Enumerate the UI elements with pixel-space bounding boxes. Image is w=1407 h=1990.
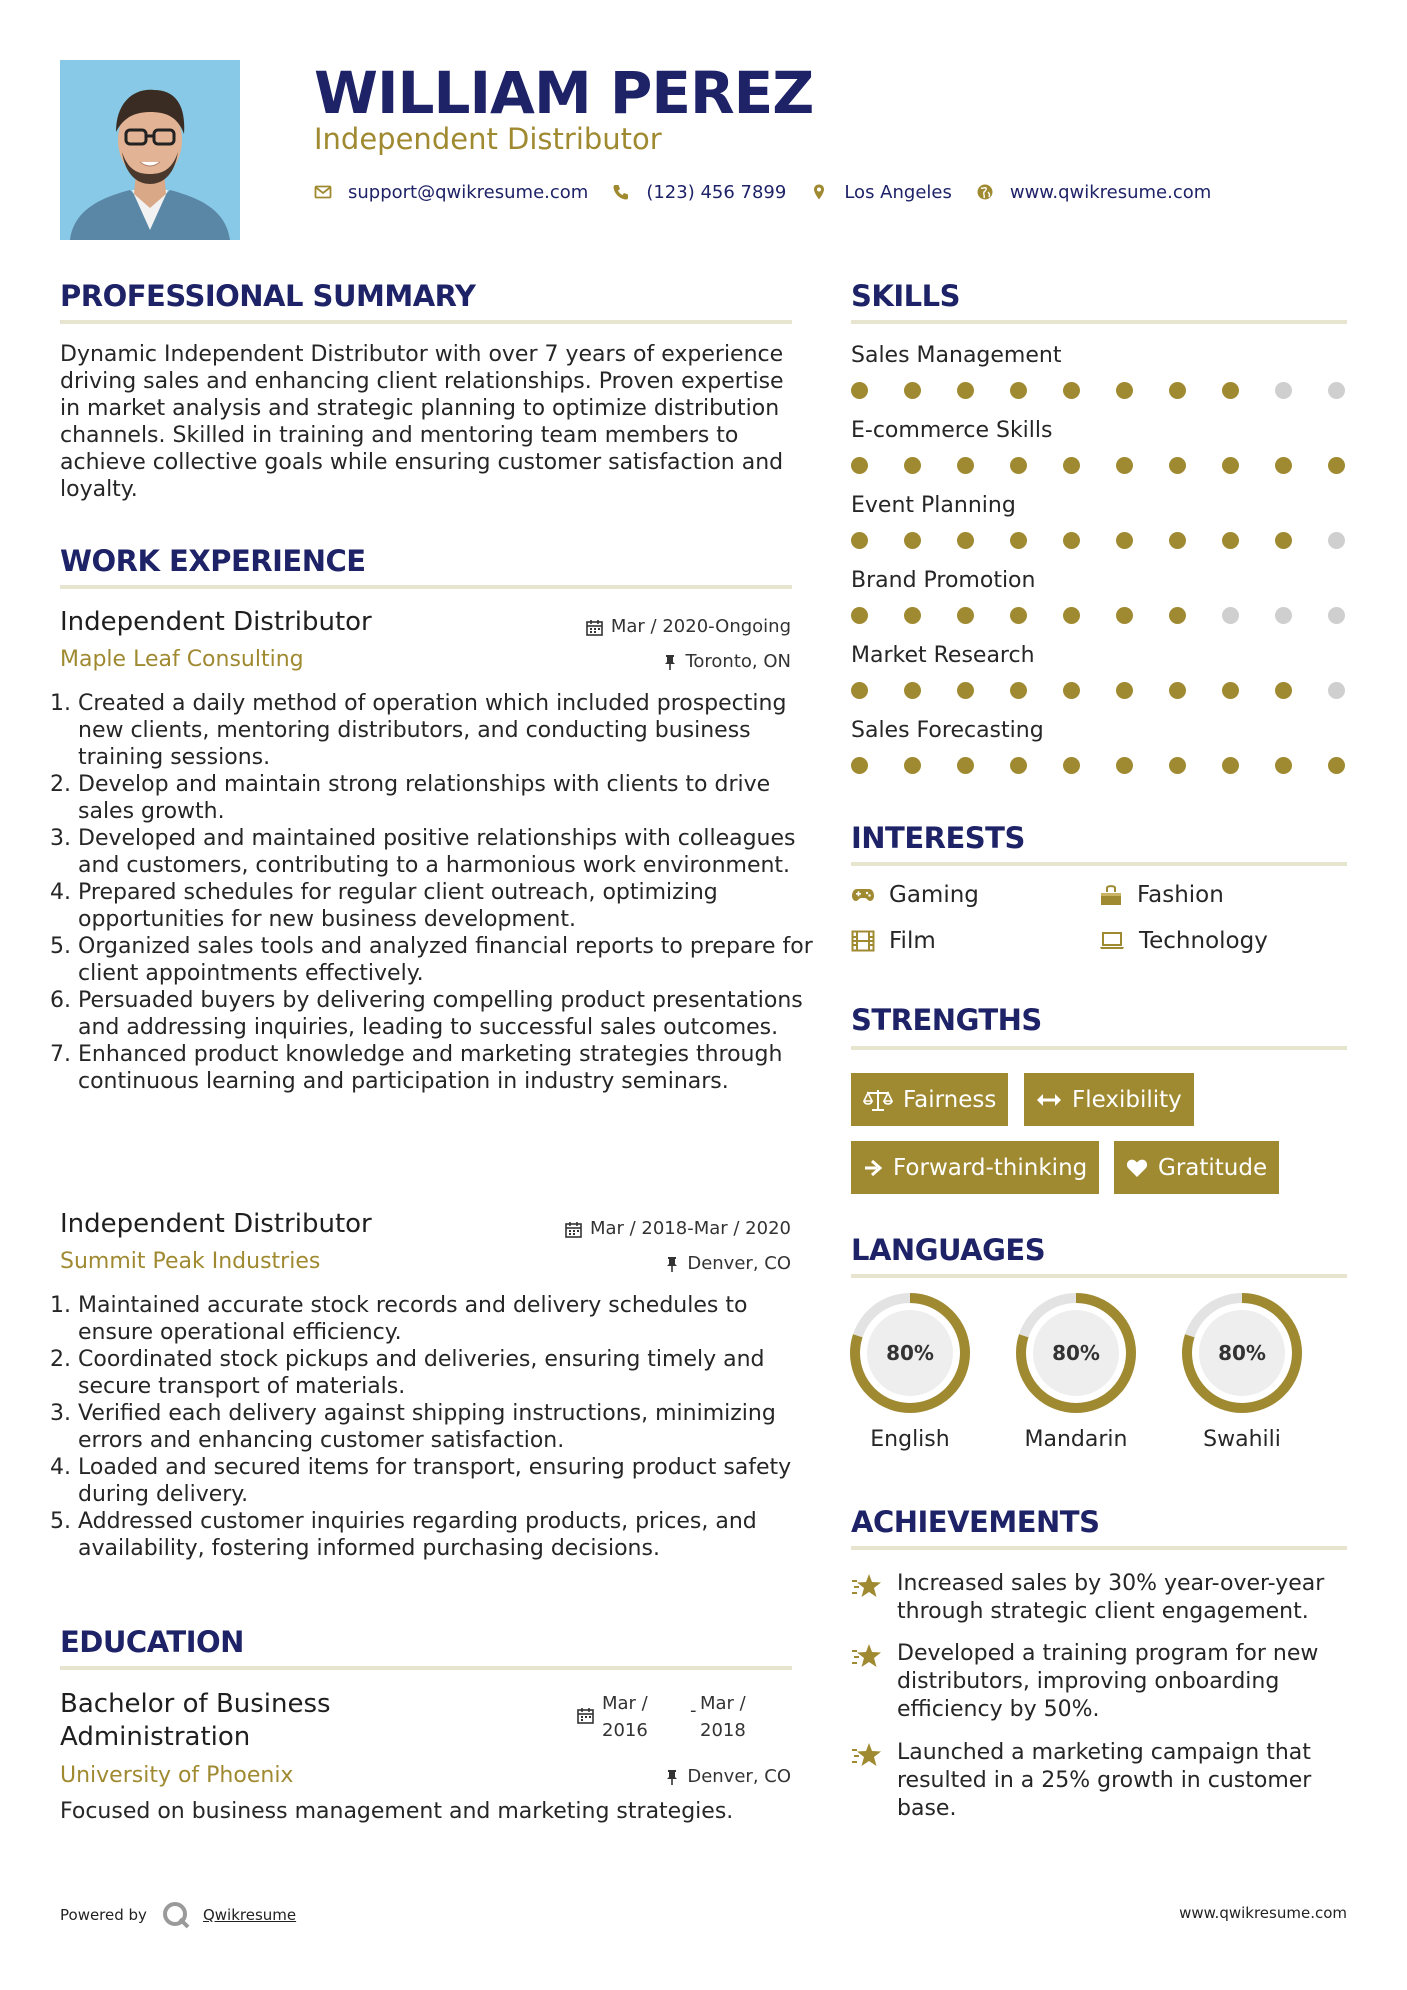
rating-dot-filled bbox=[1275, 457, 1292, 474]
interest-film bbox=[851, 928, 936, 954]
film-icon bbox=[851, 930, 875, 952]
envelope-icon bbox=[314, 183, 332, 201]
list-item: 7. Enhanced product knowledge and marketing strategies through continuous learning and participation in industry seminars. bbox=[78, 1041, 818, 1095]
rating-dot-filled bbox=[1222, 757, 1239, 774]
star-trophy-icon bbox=[851, 1741, 883, 1769]
map-pin-icon bbox=[810, 183, 828, 201]
rating-dot-filled bbox=[904, 607, 921, 624]
achievement-item bbox=[851, 1739, 1347, 1823]
contact-location bbox=[810, 182, 952, 203]
globe-icon bbox=[976, 183, 994, 201]
rating-dot-filled bbox=[1328, 457, 1345, 474]
list-item: 3. Verified each delivery against shipping instructions, minimizing errors and enhancing customer satisfaction. bbox=[78, 1400, 818, 1454]
rating-dot-filled bbox=[1063, 682, 1080, 699]
rating-dot-filled bbox=[1010, 532, 1027, 549]
language-item bbox=[1014, 1291, 1138, 1452]
interest-label: Technology bbox=[1139, 928, 1268, 954]
edu-end-year: 2018 bbox=[700, 1720, 746, 1741]
rating-dot-filled bbox=[1116, 757, 1133, 774]
rating-dot-empty bbox=[1275, 382, 1292, 399]
summary-heading: PROFESSIONAL SUMMARY bbox=[60, 279, 476, 313]
list-item: 5. Organized sales tools and analyzed financial reports to prepare for client appointments effectively. bbox=[78, 933, 818, 987]
calendar-icon bbox=[586, 619, 603, 636]
achievement-text: Developed a training program for new distributors, improving onboarding efficiency by 50%. bbox=[897, 1641, 1319, 1722]
strength-label: Fairness bbox=[903, 1086, 997, 1113]
achievement-text: Increased sales by 30% year-over-year through strategic client engagement. bbox=[897, 1571, 1325, 1624]
job-date-text: Mar / 2020-Ongoing bbox=[610, 616, 791, 637]
skill-rating bbox=[851, 682, 1345, 699]
experience-rule bbox=[60, 585, 792, 589]
list-item: 4. Prepared schedules for regular client outreach, optimizing opportunities for new business development. bbox=[78, 879, 818, 933]
qwikresume-logo-icon bbox=[161, 1900, 191, 1930]
interest-technology bbox=[1099, 928, 1268, 954]
job-date bbox=[565, 1218, 791, 1240]
job-duties bbox=[60, 1292, 818, 1562]
rating-dot-filled bbox=[1169, 607, 1186, 624]
rating-dot-empty bbox=[1328, 532, 1345, 549]
achievement-item bbox=[851, 1640, 1347, 1724]
location-text: Los Angeles bbox=[844, 181, 952, 203]
rating-dot-filled bbox=[1169, 457, 1186, 474]
phone-text: (123) 456 7899 bbox=[646, 181, 787, 203]
rating-dot-filled bbox=[1063, 457, 1080, 474]
summary-text: Dynamic Independent Distributor with over 7 years of experience driving sales and enhancing client relationships. Proven expertise in market analysis and strategic planning to optimize distribution channels. Skilled in training and mentoring team members to achieve collective goals while ensuring customer satisfaction and loyalty. bbox=[60, 342, 784, 502]
edu-location bbox=[665, 1766, 791, 1788]
education-rule bbox=[60, 1666, 792, 1670]
gamepad-icon bbox=[851, 886, 875, 904]
job-location-text: Toronto, ON bbox=[685, 651, 791, 672]
rating-dot-filled bbox=[1116, 532, 1133, 549]
calendar-icon bbox=[577, 1707, 594, 1724]
skill-row bbox=[851, 642, 1351, 717]
strength-flexibility bbox=[1024, 1073, 1194, 1126]
rating-dot-filled bbox=[904, 757, 921, 774]
rating-dot-filled bbox=[1010, 682, 1027, 699]
list-item: 2. Develop and maintain strong relationships with clients to drive sales growth. bbox=[78, 771, 818, 825]
interests-heading: INTERESTS bbox=[851, 821, 1025, 855]
languages-heading: LANGUAGES bbox=[851, 1233, 1046, 1267]
rating-dot-filled bbox=[1116, 457, 1133, 474]
website-text: www.qwikresume.com bbox=[1009, 181, 1212, 203]
languages-list bbox=[848, 1291, 1348, 1471]
job-company: Summit Peak Industries bbox=[60, 1249, 321, 1274]
skill-rating bbox=[851, 532, 1345, 549]
edu-date-dash: - bbox=[690, 1700, 697, 1721]
skill-name: Brand Promotion bbox=[851, 568, 1036, 593]
list-item: 6. Persuaded buyers by delivering compelling product presentations and addressing inquiries, leading to successful sales outcomes. bbox=[78, 987, 818, 1041]
rating-dot-filled bbox=[851, 757, 868, 774]
arrows-horizontal-icon bbox=[1036, 1090, 1062, 1110]
degree-line-1: Bachelor of Business bbox=[60, 1689, 331, 1719]
rating-dot-filled bbox=[904, 457, 921, 474]
rating-dot-filled bbox=[1275, 682, 1292, 699]
profile-photo bbox=[60, 60, 240, 240]
rating-dot-filled bbox=[957, 457, 974, 474]
rating-dot-empty bbox=[1275, 607, 1292, 624]
summary-rule bbox=[60, 320, 792, 324]
rating-dot-filled bbox=[1116, 382, 1133, 399]
rating-dot-filled bbox=[1169, 382, 1186, 399]
skill-rating bbox=[851, 457, 1345, 474]
job-location-text: Denver, CO bbox=[687, 1253, 791, 1274]
contact-website[interactable] bbox=[976, 182, 1211, 203]
strength-label: Forward-thinking bbox=[893, 1154, 1088, 1181]
language-ring bbox=[1180, 1291, 1304, 1415]
rating-dot-filled bbox=[957, 607, 974, 624]
languages-rule bbox=[851, 1274, 1347, 1278]
skill-row bbox=[851, 417, 1351, 492]
strength-forward-thinking bbox=[851, 1141, 1099, 1194]
skill-row bbox=[851, 342, 1351, 417]
strengths-heading: STRENGTHS bbox=[851, 1003, 1042, 1037]
language-ring bbox=[848, 1291, 972, 1415]
brand-link[interactable]: Qwikresume bbox=[202, 1906, 297, 1924]
skill-row bbox=[851, 567, 1351, 642]
footer-website[interactable]: www.qwikresume.com bbox=[1179, 1904, 1347, 1922]
pin-icon bbox=[663, 654, 677, 671]
bag-icon bbox=[1099, 884, 1123, 906]
interest-fashion bbox=[1099, 882, 1224, 908]
rating-dot-empty bbox=[1328, 607, 1345, 624]
rating-dot-filled bbox=[957, 382, 974, 399]
interest-label: Gaming bbox=[889, 882, 979, 908]
rating-dot-filled bbox=[1222, 532, 1239, 549]
rating-dot-empty bbox=[1328, 682, 1345, 699]
list-item: 2. Coordinated stock pickups and deliveries, ensuring timely and secure transport of materials. bbox=[78, 1346, 818, 1400]
rating-dot-filled bbox=[1010, 457, 1027, 474]
rating-dot-filled bbox=[957, 532, 974, 549]
arrow-right-icon bbox=[863, 1158, 883, 1178]
rating-dot-filled bbox=[1063, 757, 1080, 774]
scale-icon bbox=[863, 1088, 893, 1112]
school-name: University of Phoenix bbox=[60, 1763, 294, 1788]
language-name: Mandarin bbox=[1024, 1427, 1128, 1452]
edu-end-month: Mar / bbox=[700, 1693, 746, 1714]
degree-line-2: Administration bbox=[60, 1722, 251, 1752]
strength-gratitude bbox=[1114, 1141, 1279, 1194]
edu-start-year: 2016 bbox=[602, 1720, 648, 1741]
rating-dot-filled bbox=[1169, 757, 1186, 774]
heart-icon bbox=[1126, 1158, 1148, 1178]
strength-label: Flexibility bbox=[1072, 1086, 1182, 1113]
rating-dot-filled bbox=[1169, 532, 1186, 549]
rating-dot-filled bbox=[1275, 532, 1292, 549]
interests-rule bbox=[851, 862, 1347, 866]
rating-dot-empty bbox=[1222, 607, 1239, 624]
experience-heading: WORK EXPERIENCE bbox=[60, 544, 366, 578]
rating-dot-filled bbox=[1010, 757, 1027, 774]
interest-gaming bbox=[851, 882, 979, 908]
rating-dot-filled bbox=[1222, 682, 1239, 699]
candidate-name: WILLIAM PEREZ bbox=[314, 59, 814, 127]
rating-dot-filled bbox=[851, 607, 868, 624]
laptop-icon bbox=[1099, 931, 1125, 951]
interest-label: Fashion bbox=[1137, 882, 1224, 908]
job-title: Independent Distributor bbox=[60, 1209, 372, 1239]
strength-label: Gratitude bbox=[1158, 1154, 1268, 1181]
language-percent: 80% bbox=[886, 1341, 934, 1365]
language-item bbox=[848, 1291, 972, 1452]
rating-dot-filled bbox=[851, 457, 868, 474]
skill-rating bbox=[851, 607, 1345, 624]
rating-dot-filled bbox=[1222, 457, 1239, 474]
calendar-icon bbox=[565, 1221, 582, 1238]
edu-description: Focused on business management and marketing strategies. bbox=[60, 1799, 734, 1824]
rating-dot-filled bbox=[957, 757, 974, 774]
job-date-text: Mar / 2018-Mar / 2020 bbox=[589, 1218, 791, 1239]
achievements-heading: ACHIEVEMENTS bbox=[851, 1505, 1100, 1539]
skill-name: Sales Management bbox=[851, 343, 1062, 368]
pin-icon bbox=[665, 1256, 679, 1273]
job-date bbox=[586, 616, 791, 638]
strength-fairness bbox=[851, 1073, 1008, 1126]
skill-name: Sales Forecasting bbox=[851, 718, 1044, 743]
rating-dot-filled bbox=[904, 382, 921, 399]
achievements-rule bbox=[851, 1546, 1347, 1550]
rating-dot-filled bbox=[1275, 757, 1292, 774]
list-item: 5. Addressed customer inquiries regarding products, prices, and availability, fostering informed purchasing decisions. bbox=[78, 1508, 818, 1562]
list-item: 4. Loaded and secured items for transport, ensuring product safety during delivery. bbox=[78, 1454, 818, 1508]
rating-dot-filled bbox=[904, 682, 921, 699]
list-item: 1. Created a daily method of operation which included prospecting new clients, mentoring distributors, and conducting business training sessions. bbox=[78, 690, 818, 771]
rating-dot-filled bbox=[1063, 607, 1080, 624]
contact-bar bbox=[314, 180, 1235, 204]
skill-row bbox=[851, 717, 1351, 792]
job-location bbox=[663, 651, 791, 673]
contact-email[interactable] bbox=[314, 182, 588, 203]
star-trophy-icon bbox=[851, 1642, 883, 1670]
rating-dot-filled bbox=[1063, 382, 1080, 399]
phone-icon bbox=[612, 183, 630, 201]
language-percent: 80% bbox=[1052, 1341, 1100, 1365]
skill-name: Event Planning bbox=[851, 493, 1016, 518]
skill-rating bbox=[851, 382, 1345, 399]
rating-dot-filled bbox=[851, 382, 868, 399]
job-company: Maple Leaf Consulting bbox=[60, 647, 304, 672]
language-percent: 80% bbox=[1218, 1341, 1266, 1365]
skill-name: E-commerce Skills bbox=[851, 418, 1053, 443]
rating-dot-filled bbox=[1010, 382, 1027, 399]
skill-name: Market Research bbox=[851, 643, 1035, 668]
rating-dot-filled bbox=[1116, 682, 1133, 699]
edu-start-month: Mar / bbox=[602, 1693, 648, 1714]
skills-rule bbox=[851, 320, 1347, 324]
powered-by-text: Powered by bbox=[60, 1906, 147, 1924]
email-text: support@qwikresume.com bbox=[348, 181, 589, 203]
rating-dot-filled bbox=[1169, 682, 1186, 699]
strengths-rule bbox=[851, 1046, 1347, 1050]
rating-dot-filled bbox=[957, 682, 974, 699]
skills-heading: SKILLS bbox=[851, 279, 960, 313]
edu-start-date bbox=[602, 1690, 648, 1744]
interest-label: Film bbox=[889, 928, 936, 954]
language-item bbox=[1180, 1291, 1304, 1452]
candidate-title: Independent Distributor bbox=[314, 122, 662, 156]
list-item: 1. Maintained accurate stock records and delivery schedules to ensure operational efficiency. bbox=[78, 1292, 818, 1346]
job-title: Independent Distributor bbox=[60, 607, 372, 637]
skill-rating bbox=[851, 757, 1345, 774]
language-name: English bbox=[870, 1427, 950, 1452]
rating-dot-filled bbox=[851, 532, 868, 549]
rating-dot-filled bbox=[1063, 532, 1080, 549]
language-name: Swahili bbox=[1203, 1427, 1281, 1452]
education-heading: EDUCATION bbox=[60, 1625, 244, 1659]
contact-phone[interactable] bbox=[612, 182, 786, 203]
job-duties bbox=[60, 690, 818, 1095]
star-trophy-icon bbox=[851, 1572, 883, 1600]
rating-dot-empty bbox=[1328, 382, 1345, 399]
rating-dot-filled bbox=[904, 532, 921, 549]
skills-list bbox=[851, 342, 1351, 792]
footer-powered-by bbox=[60, 1900, 296, 1930]
job-location bbox=[665, 1253, 791, 1275]
edu-end-date bbox=[700, 1690, 746, 1744]
pin-icon bbox=[665, 1769, 679, 1786]
rating-dot-filled bbox=[1116, 607, 1133, 624]
achievement-text: Launched a marketing campaign that resulted in a 25% growth in customer base. bbox=[897, 1740, 1312, 1821]
edu-location-text: Denver, CO bbox=[687, 1766, 791, 1787]
list-item: 3. Developed and maintained positive relationships with colleagues and customers, contributing to a harmonious work environment. bbox=[78, 825, 818, 879]
skill-row bbox=[851, 492, 1351, 567]
rating-dot-filled bbox=[1010, 607, 1027, 624]
rating-dot-filled bbox=[1222, 382, 1239, 399]
rating-dot-filled bbox=[851, 682, 868, 699]
rating-dot-filled bbox=[1328, 757, 1345, 774]
achievement-item bbox=[851, 1570, 1347, 1626]
language-ring bbox=[1014, 1291, 1138, 1415]
